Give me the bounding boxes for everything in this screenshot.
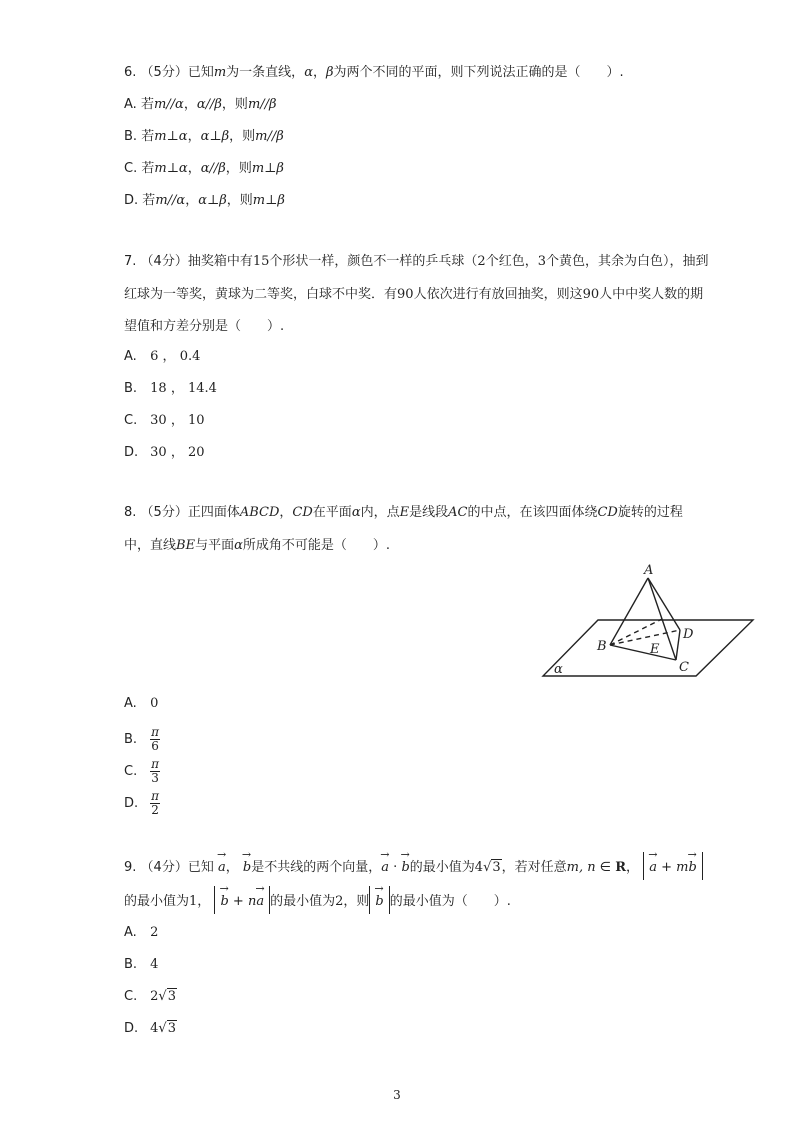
edge-cd: [676, 630, 680, 660]
q6-option-d: D. 若m//α，α⊥β，则m⊥β: [124, 193, 285, 208]
label-d: D: [683, 627, 694, 642]
label-b: B: [597, 639, 607, 654]
q9-stem-line1: 9. （4分）已知 → a， → b是不共线的两个向量，→ a · → b的最小值为4√3，若对任意m, n ∈ R， → a + m→ b: [124, 851, 703, 881]
q8-option-a: A. 0: [124, 696, 159, 711]
q9-option-d: D. 4√3: [124, 1021, 176, 1036]
q7-option-c: C. 30 ， 10: [124, 413, 205, 428]
label-alpha: α: [554, 662, 563, 677]
q7-option-d: D. 30 ， 20: [124, 445, 205, 460]
label-a: A: [644, 563, 654, 578]
q6-stem: 6. （5分）已知m为一条直线，α，β为两个不同的平面，则下列说法正确的是（ ）.: [124, 65, 624, 80]
q6-option-a: A. 若m//α，α//β，则m//β: [124, 97, 277, 112]
q7-stem-line3: 望值和方差分别是（ ）.: [124, 319, 285, 334]
q9-option-b: B. 4: [124, 957, 159, 972]
q8-stem-line1: 8. （5分）正四面体ABCD，CD在平面α内，点E是线段AC的中点，在该四面体绕CD旋转的过程: [124, 505, 683, 520]
q7-option-a: A. 6 ， 0.4: [124, 349, 201, 364]
edge-bc: [610, 645, 676, 660]
fraction-pi-3: $\frac{\pi}{3}$: [151, 757, 160, 785]
q7-stem-line2: 红球为一等奖，黄球为二等奖，白球不中奖．有90人依次进行有放回抽奖，则这90人中中奖人数的期: [124, 287, 704, 302]
q7-stem-line1: 7. （4分）抽奖箱中有15个形状一样，颜色不一样的乒乓球（2个红色，3个黄色，其余为白色），抽到: [124, 254, 709, 269]
q8-option-b: B. $\frac{\pi}{6}$: [124, 725, 160, 753]
q9-stem-line2: 的最小值为1， → b + n→ a 的最小值为2，则→ b 的最小值为（ ）.: [124, 886, 511, 915]
q8-option-c: C. $\frac{\pi}{3}$: [124, 757, 160, 785]
abs-b: → b: [369, 886, 389, 914]
q9-option-c: C. 2√3: [124, 989, 176, 1004]
q8-stem-line2: 中，直线BE与平面α所成角不可能是（ ）.: [124, 538, 390, 553]
q7-option-b: B. 18 ， 14.4: [124, 381, 217, 396]
abs-b-plus-na: → b + n→ a: [214, 886, 270, 914]
fraction-pi-6: $\frac{\pi}{6}$: [151, 725, 160, 753]
label-c: C: [679, 660, 689, 675]
label-e: E: [650, 642, 660, 657]
tetrahedron-figure: [538, 558, 758, 682]
page-number: 3: [393, 1088, 401, 1102]
q9-option-a: A. 2: [124, 925, 159, 940]
q6-option-b: B. 若m⊥α，α⊥β，则m//β: [124, 129, 284, 144]
plane-alpha: [543, 620, 753, 676]
edge-ad: [648, 578, 680, 630]
q8-option-d: D. $\frac{\pi}{2}$: [124, 789, 160, 817]
abs-a-plus-mb: → a + m→ b: [643, 852, 703, 880]
q6-option-c: C. 若m⊥α，α//β，则m⊥β: [124, 161, 284, 176]
fraction-pi-2: $\frac{\pi}{2}$: [151, 789, 160, 817]
